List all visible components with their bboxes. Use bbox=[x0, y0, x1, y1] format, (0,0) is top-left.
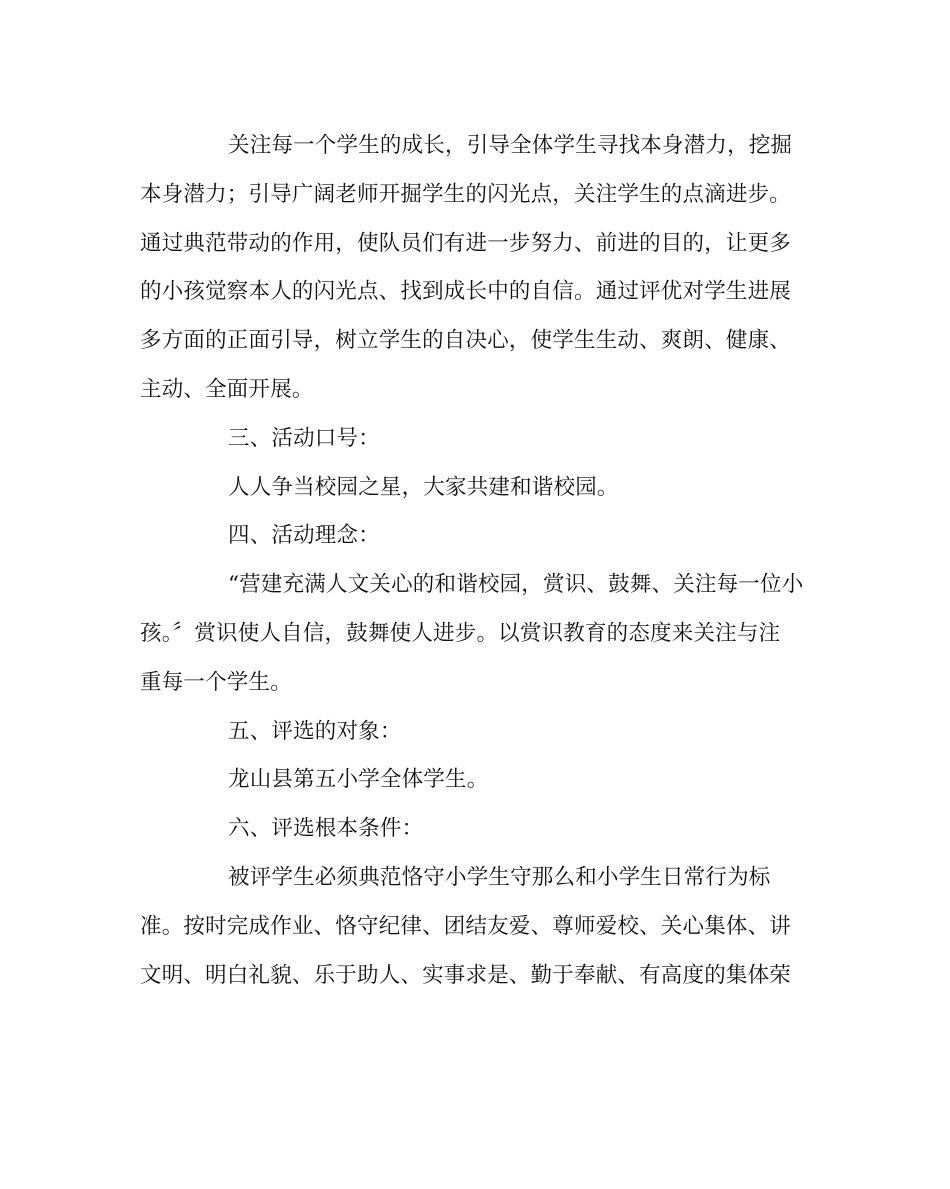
paragraph-line: 文明、明白礼貌、乐于助人、实事求是、勤于奉献、有高度的集体荣 bbox=[140, 962, 792, 988]
section-heading-slogan: 三、活动口号： bbox=[228, 425, 380, 451]
paragraph-line: 的小孩觉察本人的闪光点、找到成长中的自信。通过评优对学生进展 bbox=[140, 279, 792, 305]
paragraph-line: 本身潜力；引导广阔老师开掘学生的闪光点，关注学生的点滴进步。 bbox=[140, 181, 792, 207]
targets-text: 龙山县第五小学全体学生。 bbox=[228, 767, 489, 793]
paragraph-line: 孩。〞赏识使人自信，鼓舞使人进步。以赏识教育的态度来关注与注 bbox=[140, 620, 781, 646]
paragraph-line: 准。按时完成作业、恪守纪律、团结友爱、尊师爱校、关心集体、讲 bbox=[140, 913, 792, 939]
paragraph-line: “营建充满人文关心的和谐校园，赏识、鼓舞、关注每一位小 bbox=[228, 572, 804, 598]
slogan-text: 人人争当校园之星，大家共建和谐校园。 bbox=[228, 474, 619, 500]
paragraph-line: 重每一个学生。 bbox=[140, 669, 292, 695]
paragraph-line: 主动、全面开展。 bbox=[140, 376, 314, 402]
paragraph-line: 通过典范带动的作用，使队员们有进一步努力、前进的目的，让更多 bbox=[140, 230, 792, 256]
section-heading-concept: 四、活动理念： bbox=[228, 523, 380, 549]
paragraph-line: 被评学生必须典范恪守小学生守那么和小学生日常行为标 bbox=[228, 864, 771, 890]
section-heading-criteria: 六、评选根本条件： bbox=[228, 816, 424, 842]
section-heading-targets: 五、评选的对象： bbox=[228, 718, 402, 744]
document-body bbox=[140, 122, 812, 1000]
paragraph-line: 多方面的正面引导，树立学生的自决心，使学生生动、爽朗、健康、 bbox=[140, 328, 792, 354]
paragraph-line: 关注每一个学生的成长，引导全体学生寻找本身潜力，挖掘 bbox=[228, 133, 793, 158]
